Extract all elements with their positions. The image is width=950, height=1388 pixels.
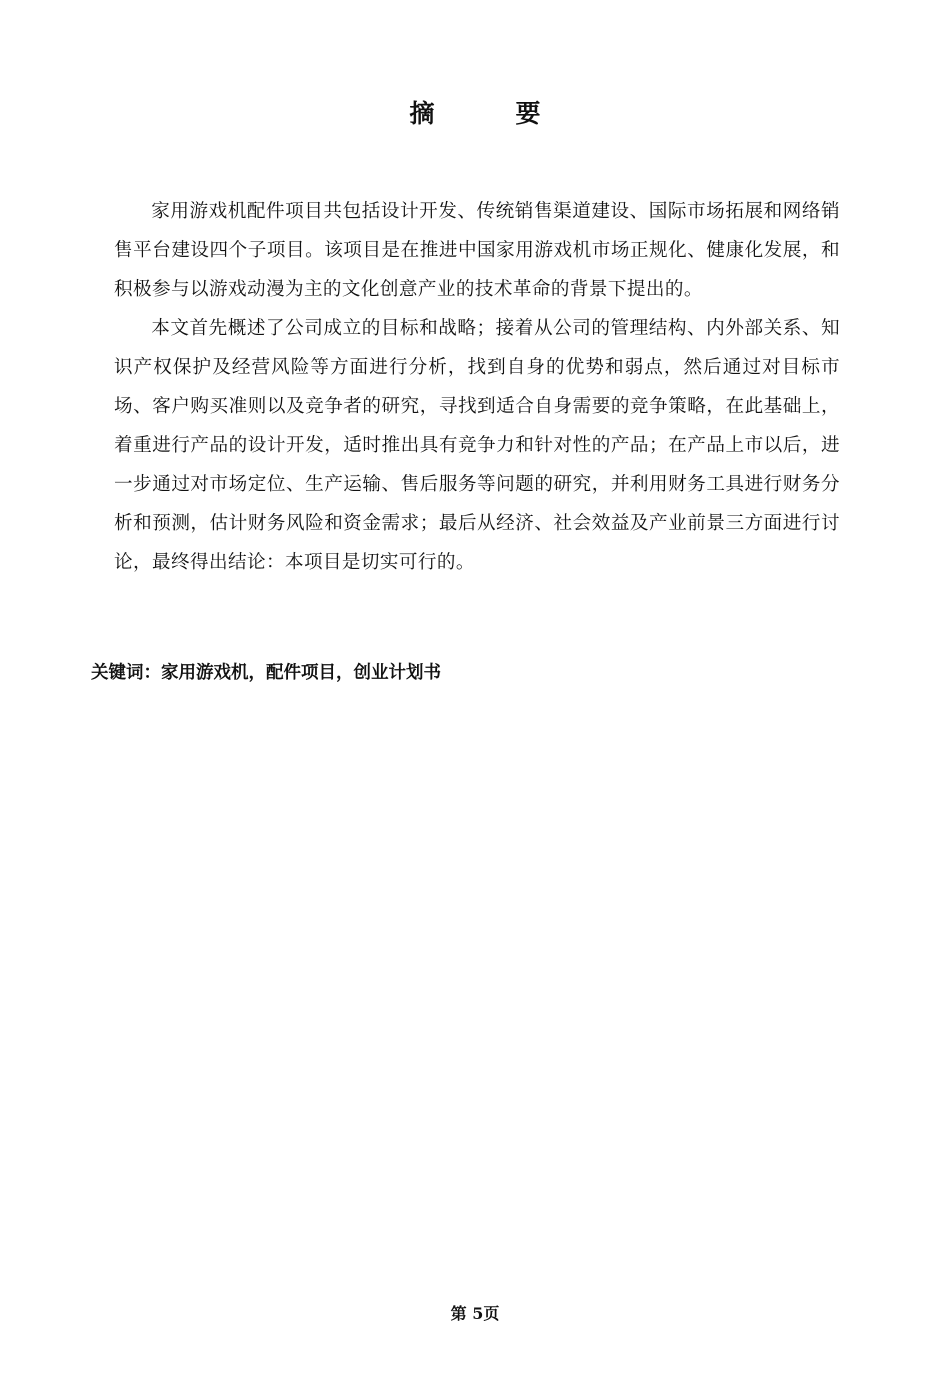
abstract-paragraph-1: 家用游戏机配件项目共包括设计开发、传统销售渠道建设、国际市场拓展和网络销售平台建设四个子项目。该项目是在推进中国家用游戏机市场正规化、健康化发展，和积极参与以游戏动漫为主的文化创意产业的技术革命的背景下提出的。 [114, 201, 840, 300]
page-title: 摘 要 [409, 99, 569, 128]
keywords-line [91, 658, 441, 688]
abstract-paragraph-2: 本文首先概述了公司成立的目标和战略；接着从公司的管理结构、内外部关系、知识产权保护及经营风险等方面进行分析，找到自身的优势和弱点，然后通过对目标市场、客户购买准则以及竞争者的研究，寻找到适合自身需要的竞争策略，在此基础上，着重进行产品的设计开发，适时推出具有竞争力和针对性的产品；在产品上市以后，进一步通过对市场定位、生产运输、售后服务等问题的研究，并利用财务工具进行财务分析和预测，估计财务风险和资金需求；最后从经济、社会效益及产业前景三方面进行讨论，最终得出结论：本项目是切实可行的。 [114, 318, 840, 573]
page-number: 第 5页 [450, 1304, 500, 1323]
keywords-text: 家用游戏机，配件项目，创业计划书 [161, 663, 441, 683]
abstract-body [114, 192, 840, 582]
keywords-label: 关键词： [91, 663, 161, 683]
